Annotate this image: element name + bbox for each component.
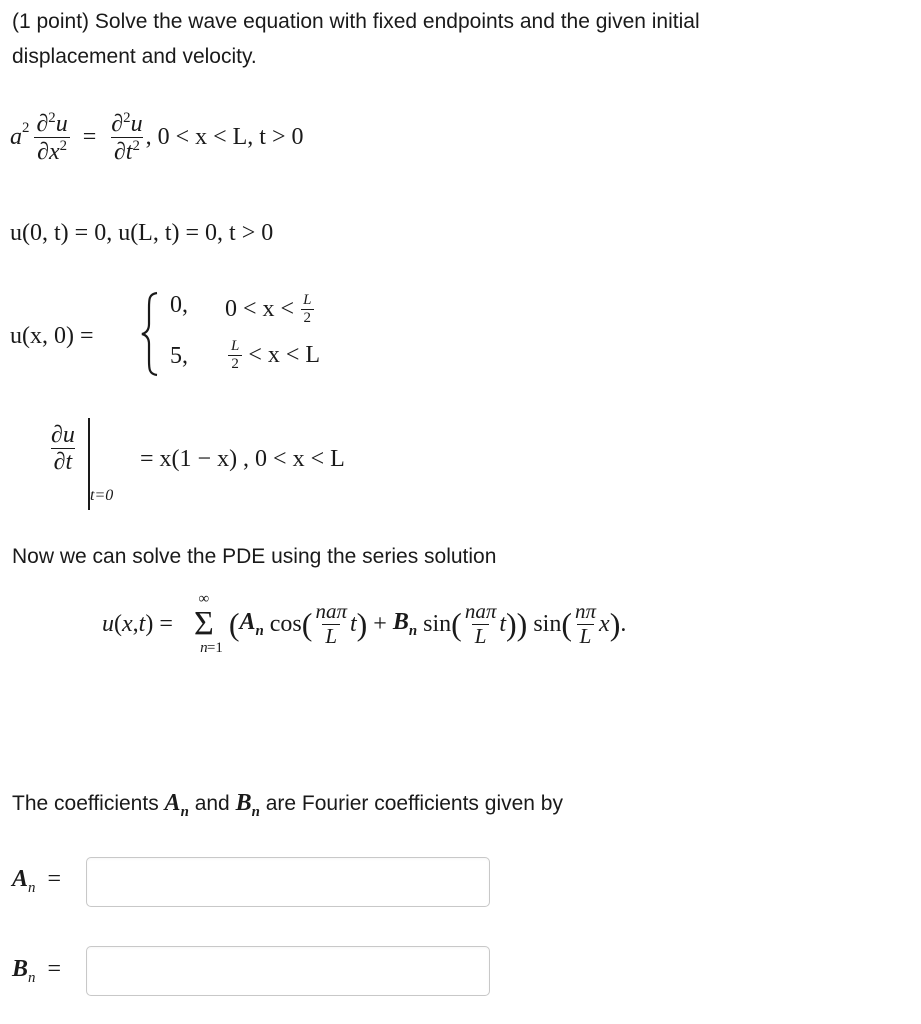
points-label: (1 point) bbox=[12, 10, 90, 33]
pde-domain: , 0 < x < L, t > 0 bbox=[145, 124, 304, 151]
initial-displacement-lhs: u(x, 0) = bbox=[10, 323, 94, 349]
bn-label: $B_n$ = bbox=[12, 956, 61, 986]
case1-value: 0, bbox=[170, 292, 188, 318]
coefficients-intro: The coefficients $A_n$ and $B_n$ are Fourier coefficients given by bbox=[12, 790, 563, 820]
velocity-rhs: = x(1 − x) , 0 < x < L bbox=[140, 446, 345, 472]
case1-range: 0 < x < $\frac{L}{2}$ bbox=[225, 292, 314, 326]
wave-equation: a $^2$ $\frac{\partial^2u}{\partial x^2}$ = $\frac{\partial^2u}{\partial t^2}$ , 0 < x < L, t > 0 bbox=[10, 110, 304, 166]
velocity-derivative: $\frac{\partial u}{\partial t}$ bbox=[51, 422, 75, 476]
boundary-conditions: u(0, t) = 0, u(L, t) = 0, t > 0 bbox=[10, 220, 274, 246]
left-brace-icon bbox=[138, 290, 162, 378]
problem-statement bbox=[12, 10, 700, 34]
case2-value: 5, bbox=[170, 343, 188, 369]
series-solution: u ( x , t ) = ∞ Σ n =1 ( $A_n$ cos ( $\frac{\text{naπ}}{L}$ t ) + $B_n$ sin ( $\frac{\text{naπ}}{L}$ t )) sin ( $\frac{n\pi}{L}$ x ) . bbox=[102, 591, 627, 656]
an-answer-input[interactable] bbox=[86, 857, 490, 907]
statement-line-2: displacement and velocity. bbox=[12, 45, 257, 68]
bn-answer-input[interactable] bbox=[86, 946, 490, 996]
case2-range: $\frac{L}{2}$ < x < L bbox=[228, 338, 320, 372]
series-intro: Now we can solve the PDE using the series solution bbox=[12, 545, 497, 568]
statement-line-1: Solve the wave equation with fixed endpoints and the given initial bbox=[94, 10, 700, 33]
an-label: $A_n$ = bbox=[12, 866, 61, 896]
evaluation-point: t=0 bbox=[90, 487, 114, 504]
